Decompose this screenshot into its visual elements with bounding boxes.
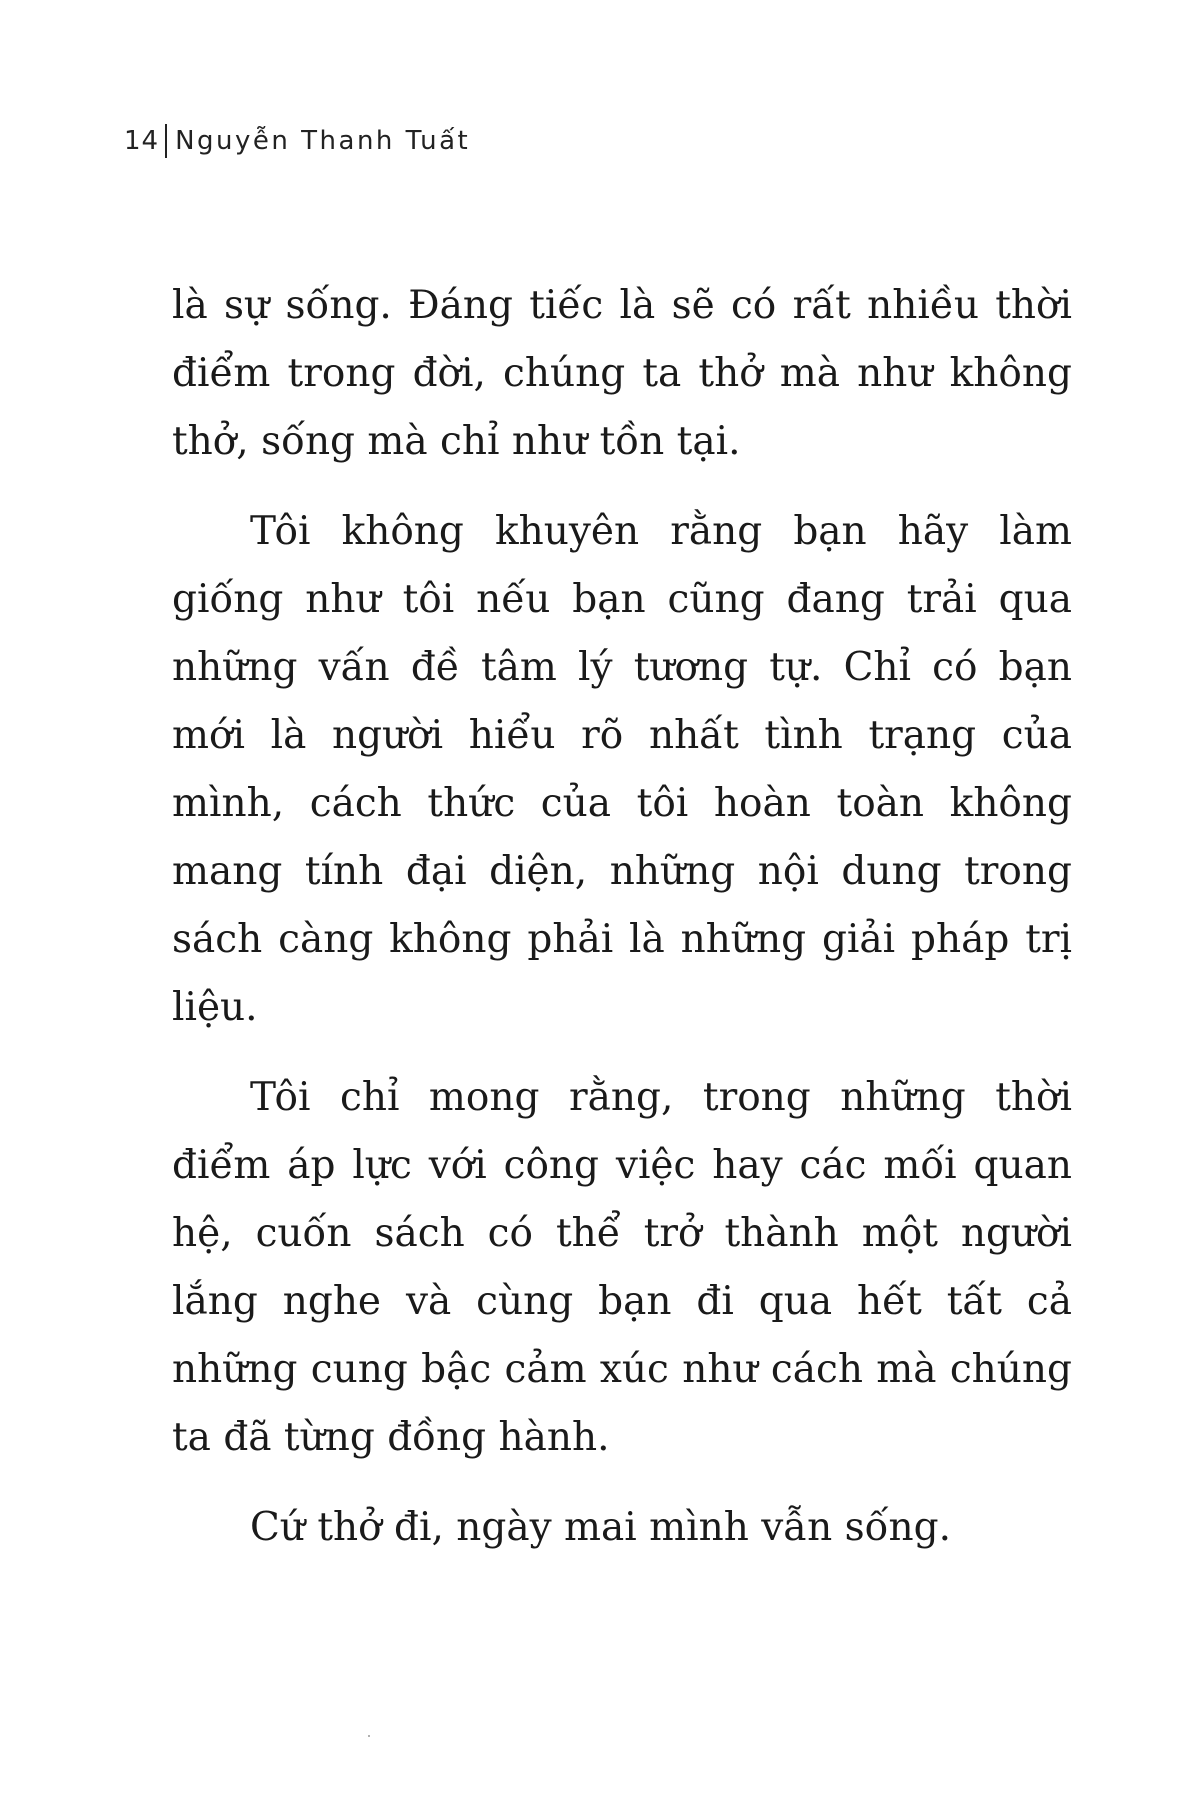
paragraph-continued: là sự sống. Đáng tiếc là sẽ có rất nhiều thời điểm trong đời, chúng ta thở mà như không thở, sống mà chỉ như tồn tại. bbox=[172, 283, 1072, 464]
paragraph: Tôi không khuyên rằng bạn hãy làm giống như tôi nếu bạn cũng đang trải qua những vấn đề tâm lý tương tự. Chỉ có bạn mới là người hiểu rõ nhất tình trạng của mình, cách thức của tôi hoàn toàn không mang tính đại diện, những nội dung trong sách càng không phải là những giải pháp trị liệu. bbox=[172, 509, 1072, 1030]
paragraph-closing-line: Cứ thở đi, ngày mai mình vẫn sống. bbox=[250, 1505, 952, 1550]
header-divider bbox=[165, 124, 167, 158]
paragraph: Tôi chỉ mong rằng, trong những thời điểm áp lực với công việc hay các mối quan hệ, cuốn sách có thể trở thành một người lắng nghe và cùng bạn đi qua hết tất cả những cung bậc cảm xúc như cách mà chúng ta đã từng đồng hành. bbox=[172, 1075, 1072, 1460]
paper-speck bbox=[368, 1735, 370, 1737]
body-text bbox=[172, 272, 1072, 1584]
page-number: 14 bbox=[124, 126, 160, 156]
author-name: Nguyễn Thanh Tuất bbox=[175, 126, 471, 156]
running-header bbox=[124, 122, 470, 160]
